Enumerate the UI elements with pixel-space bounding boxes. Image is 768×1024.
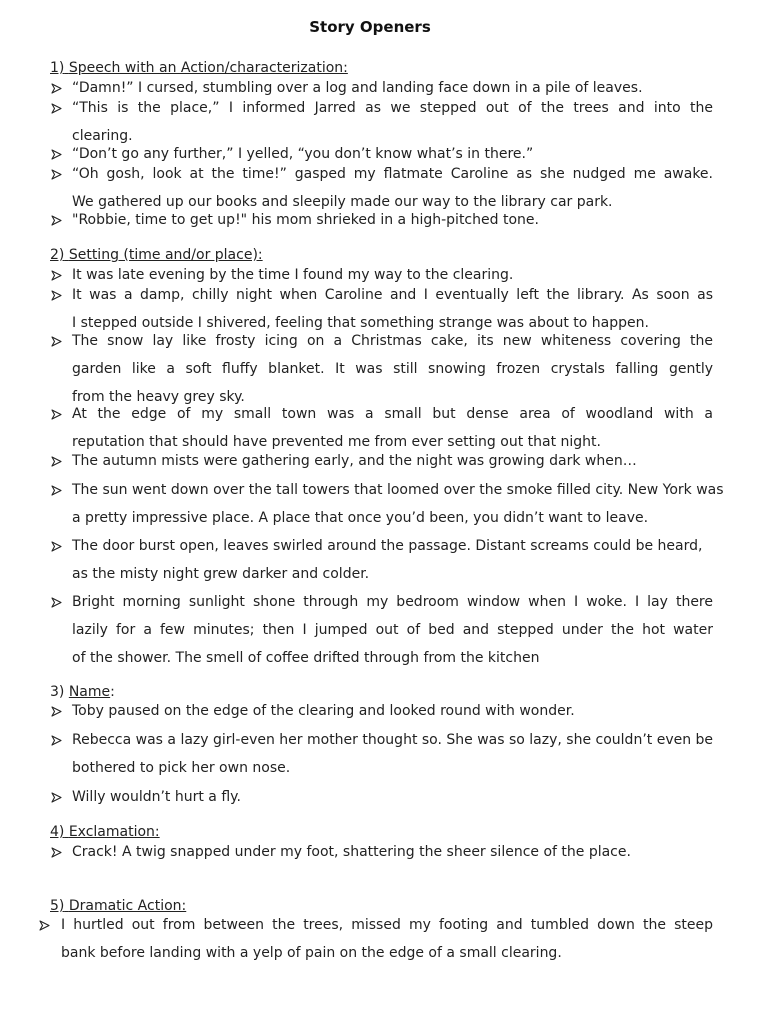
list-item-line: The sun went down over the tall towers that loomed over the smoke filled city. New York was [72, 482, 724, 498]
list-item [72, 476, 768, 532]
list-item [72, 697, 713, 725]
page-title: Story Openers [309, 18, 431, 36]
list-item-line: garden like a soft fluffy blanket. It was still snowing frozen crystals falling gently [72, 361, 713, 377]
section-number: 1) [50, 60, 65, 76]
list-item-line: "Robbie, time to get up!" his mom shrieked in a high-pitched tone. [72, 212, 539, 228]
list-item-line: Crack! A twig snapped under my foot, shattering the sheer silence of the place. [72, 844, 631, 860]
list-item-line: “Oh gosh, look at the time!” gasped my flatmate Caroline as she nudged me awake. [72, 166, 713, 182]
list-item [61, 911, 713, 967]
arrow-bullet-icon [49, 838, 63, 866]
list-item-line: Rebecca was a lazy girl-even her mother thought so. She was so lazy, she couldn’t even be [72, 732, 714, 748]
list-item [72, 532, 768, 588]
arrow-bullet-icon [49, 588, 63, 616]
arrow-bullet-icon [37, 911, 51, 939]
list-item-line: It was late evening by the time I found my way to the clearing. [72, 267, 514, 283]
section-number: 3) [50, 684, 65, 700]
list-item-line: I stepped outside I shivered, feeling that something strange was about to happen. [72, 315, 649, 331]
list-item-line: It was a damp, chilly night when Caroline and I eventually left the library. As soon as [72, 287, 713, 303]
arrow-bullet-icon [49, 206, 63, 234]
list-item-line: a pretty impressive place. A place that once you’d been, you didn’t want to leave. [72, 510, 649, 526]
list-item-line: “Don’t go any further,” I yelled, “you don’t know what’s in there.” [72, 146, 534, 162]
list-item [72, 783, 713, 811]
section-title-suffix: : [110, 684, 115, 700]
arrow-bullet-icon [49, 281, 63, 309]
arrow-bullet-icon [49, 94, 63, 122]
arrow-bullet-icon [49, 327, 63, 355]
list-item-line: We gathered up our books and sleepily made our way to the library car park. [72, 194, 613, 210]
arrow-bullet-icon [49, 532, 63, 560]
section-title: Setting (time and/or place): [68, 247, 263, 263]
list-item-line: reputation that should have prevented me from ever setting out that night. [72, 434, 601, 450]
arrow-bullet-icon [49, 726, 63, 754]
section-number: 4) [50, 824, 65, 840]
list-item-line: I hurtled out from between the trees, missed my footing and tumbled down the steep [61, 917, 713, 933]
list-item-line: lazily for a few minutes; then I jumped out of bed and stepped under the hot water [72, 622, 713, 638]
arrow-bullet-icon [49, 783, 63, 811]
list-item [72, 447, 713, 475]
arrow-bullet-icon [49, 160, 63, 188]
list-item-line: as the misty night grew darker and colder. [72, 566, 370, 582]
section-number: 5) [50, 898, 65, 914]
list-item-line: clearing. [72, 128, 133, 144]
arrow-bullet-icon [49, 400, 63, 428]
list-item [72, 206, 713, 234]
list-item-line: Willy wouldn’t hurt a fly. [72, 789, 241, 805]
list-item-line: of the shower. The smell of coffee drifted through from the kitchen [72, 650, 540, 666]
list-item-line: Toby paused on the edge of the clearing and looked round with wonder. [72, 703, 575, 719]
list-item [72, 588, 713, 672]
arrow-bullet-icon [49, 447, 63, 475]
section-title: Exclamation: [68, 824, 160, 840]
list-item-line: from the heavy grey sky. [72, 389, 245, 405]
list-item-line: The door burst open, leaves swirled around the passage. Distant screams could be heard, [72, 538, 703, 554]
list-item-line: Bright morning sunlight shone through my bedroom window when I woke. I lay there [72, 594, 713, 610]
list-item-line: “Damn!” I cursed, stumbling over a log and landing face down in a pile of leaves. [72, 80, 643, 96]
list-item [72, 838, 713, 866]
list-item-line: At the edge of my small town was a small but dense area of woodland with a [72, 406, 713, 422]
list-item [72, 726, 768, 782]
section-title: Name [68, 684, 111, 700]
section-title: Dramatic Action: [68, 898, 187, 914]
list-item-line: The snow lay like frosty icing on a Christmas cake, its new whiteness covering the [72, 333, 713, 349]
arrow-bullet-icon [49, 476, 63, 504]
list-item [72, 327, 713, 411]
list-item-line: bank before landing with a yelp of pain on the edge of a small clearing. [61, 945, 562, 961]
section-number: 2) [50, 247, 65, 263]
list-item-line: “This is the place,” I informed Jarred as we stepped out of the trees and into the [72, 100, 713, 116]
section-title: Speech with an Action/characterization: [68, 60, 348, 76]
arrow-bullet-icon [49, 697, 63, 725]
list-item-line: The autumn mists were gathering early, and the night was growing dark when… [72, 453, 637, 469]
list-item-line: bothered to pick her own nose. [72, 760, 291, 776]
